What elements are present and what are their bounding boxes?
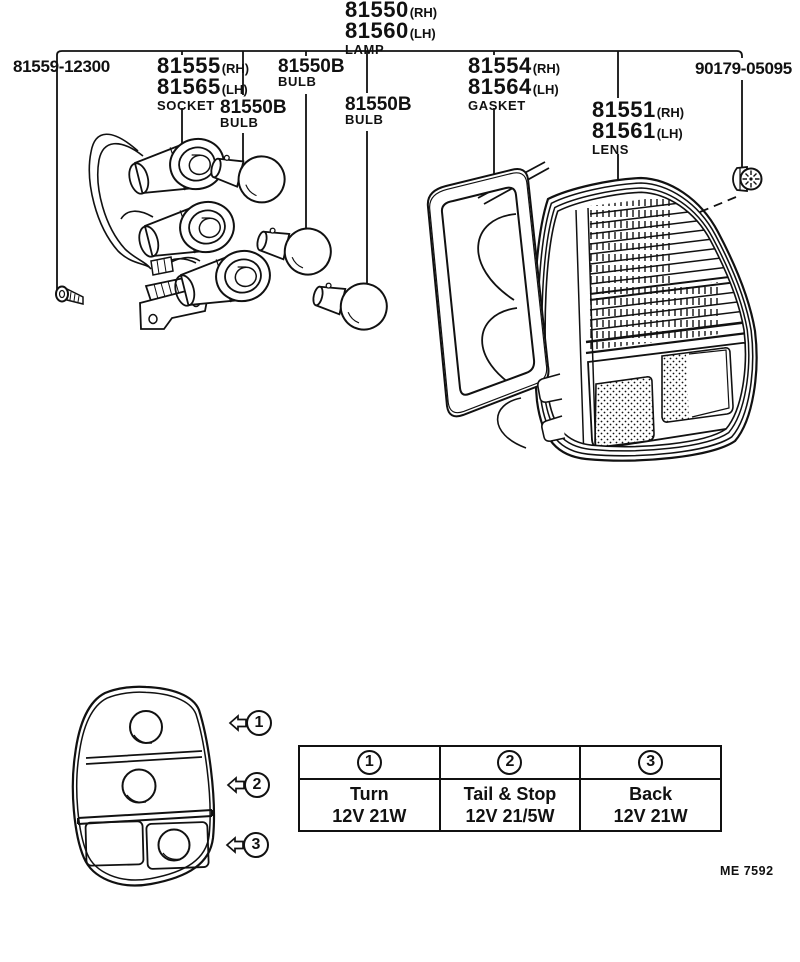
part-name: SOCKET: [157, 98, 215, 113]
gasket-drawing: [428, 169, 549, 416]
screw-drawing: [56, 287, 83, 305]
table-header-row: [299, 746, 721, 779]
circled-number: 2: [497, 750, 522, 775]
bulb-spec-table: [298, 745, 722, 832]
part-number: 81550B: [278, 56, 345, 77]
part-name: BULB: [345, 112, 384, 127]
label-lens: [592, 97, 685, 157]
housing-rear-view-drawing: [73, 687, 214, 886]
part-number: 81560(LH): [345, 18, 436, 43]
arrow-icon-1: [230, 716, 246, 730]
table-cell: [440, 779, 581, 831]
arrow-icon-3: [227, 838, 243, 852]
circled-number: 3: [638, 750, 663, 775]
lens-drawing: [534, 178, 764, 461]
bulb-function: Turn: [350, 784, 389, 804]
part-number: 81550B: [345, 94, 412, 115]
label-screw-part-number: 81559-12300: [13, 57, 110, 76]
legend-marker-2: 2: [244, 772, 270, 798]
part-name: LAMP: [345, 42, 385, 57]
bulb-function: Tail & Stop: [463, 784, 557, 804]
dashed-stud-line: [700, 197, 736, 212]
bulb-drawing-3: [309, 273, 392, 335]
drawing-number: ME 7592: [720, 864, 774, 878]
table-cell: [299, 779, 440, 831]
part-name: LENS: [592, 142, 630, 157]
legend-marker-3: 3: [243, 832, 269, 858]
bulb-function: Back: [629, 784, 673, 804]
table-header-cell: [299, 746, 440, 779]
label-bulb-upper: [278, 58, 345, 88]
circled-number: 1: [357, 750, 382, 775]
socket-drawing-3: [170, 245, 275, 317]
part-number: 81550(RH): [345, 0, 438, 22]
part-number: 81561(LH): [592, 118, 683, 143]
label-bulb-left: [220, 99, 287, 129]
part-number: 81550B: [220, 97, 287, 118]
label-gasket: [468, 53, 561, 113]
part-number: 81564(LH): [468, 74, 559, 99]
label-nut-part-number: 90179-05095: [695, 59, 792, 78]
part-name: GASKET: [468, 98, 526, 113]
legend-marker-1: 1: [246, 710, 272, 736]
table-header-cell: [580, 746, 721, 779]
bulb-spec: 12V 21W: [332, 806, 407, 826]
part-number: 81555(RH): [157, 53, 250, 78]
bulb-spec: 12V 21W: [613, 806, 688, 826]
table-data-row: [299, 779, 721, 831]
arrow-icon-2: [228, 778, 244, 792]
label-lamp: [345, 1, 437, 56]
label-bulb-right: [345, 96, 412, 126]
part-name: BULB: [278, 74, 317, 89]
nut-drawing: [733, 167, 762, 191]
table-header-cell: [440, 746, 581, 779]
part-number: 81551(RH): [592, 97, 685, 122]
table-cell: [580, 779, 721, 831]
bulb-spec: 12V 21/5W: [465, 806, 555, 826]
part-number: 81554(RH): [468, 53, 561, 78]
part-number: 81565(LH): [157, 74, 248, 99]
part-name: BULB: [220, 115, 259, 130]
